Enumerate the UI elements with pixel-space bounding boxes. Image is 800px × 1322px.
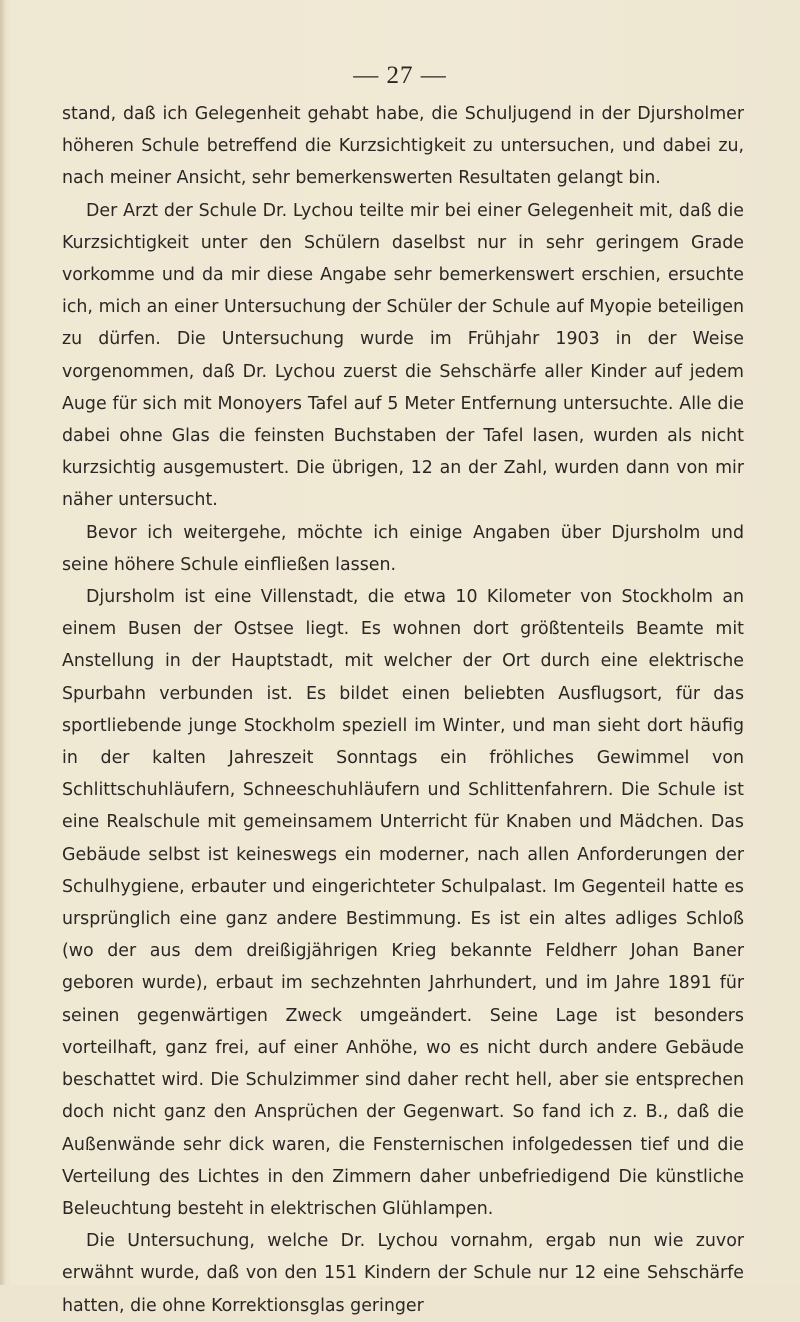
paragraph-4: Djursholm ist eine Villenstadt, die etwa 10 Kilometer von Stockholm an einem Busen der Ostsee liegt. Es wohnen dort größtenteils Beamte mit Anstellung in der Hauptstadt, mit welcher der Ort durch eine elektrische Spurbahn verbunden ist. Es bildet einen beliebten Ausflugsort, für das sportliebende junge Stockholm speziell im Winter, und man sieht dort häufig in der kalten Jahreszeit Sonntags ein fröhliches Gewimmel von Schlittschuhläufern, Schneeschuhläufern und Schlittenfahrern. Die Schule ist eine Realschule mit gemeinsamem Unterricht für Knaben und Mädchen. Das Gebäude selbst ist keineswegs ein moderner, nach allen Anforderungen der Schulhygiene, erbauter und eingerichteter Schulpalast. Im Gegenteil hatte es ursprünglich eine ganz andere Bestimmung. Es ist ein altes adliges Schloß (wo der aus dem dreißigjährigen Krieg bekannte Feldherr Johan Baner geboren wurde), erbaut im sechzehnten Jahrhundert, und im Jahre 1891 für seinen gegenwärtigen Zweck umgeändert. Seine Lage ist besonders vorteilhaft, ganz frei, auf einer Anhöhe, wo es nicht durch andere Gebäude beschattet wird. Die Schulzimmer sind daher recht hell, aber sie entsprechen doch nicht ganz den Ansprüchen der Gegenwart. So fand ich z. B., daß die Außenwände sehr dick waren, die Fensternischen infolgedessen tief und die Verteilung des Lichtes in den Zimmern daher unbefriedigend Die künstliche Beleuchtung besteht in elektrischen Glühlampen. — [62, 587, 744, 1219]
page-number: — 27 — — [353, 62, 447, 89]
paragraph-5: Die Untersuchung, welche Dr. Lychou vornahm, ergab nun wie zuvor erwähnt wurde, daß von den 151 Kindern der Schule nur 12 eine Sehschärfe hatten, die ohne Korrektionsglas geringer — [62, 1231, 744, 1316]
paragraph-1: stand, daß ich Gelegenheit gehabt habe, die Schuljugend in der Djursholmer höheren Schule betreffend die Kurzsichtigkeit zu untersuchen, und dabei zu, nach meiner Ansicht, sehr bemerkenswerten Resultaten gelangt bin. — [62, 104, 744, 189]
body-text — [62, 98, 744, 1322]
paragraph-2: Der Arzt der Schule Dr. Lychou teilte mir bei einer Gelegenheit mit, daß die Kurzsichtigkeit unter den Schülern daselbst nur in sehr geringem Grade vorkomme und da mir diese Angabe sehr bemerkenswert erschien, ersuchte ich, mich an einer Untersuchung der Schüler der Schule auf Myopie beteiligen zu dürfen. Die Untersuchung wurde im Frühjahr 1903 in der Weise vorgenommen, daß Dr. Lychou zuerst die Sehschärfe aller Kinder auf jedem Auge für sich mit Monoyers Tafel auf 5 Meter Entfernung untersuchte. Alle die dabei ohne Glas die feinsten Buchstaben der Tafel lasen, wurden als nicht kurzsichtig ausgemustert. Die übrigen, 12 an der Zahl, wurden dann von mir näher untersucht. — [62, 200, 744, 511]
paragraph-3: Bevor ich weitergehe, möchte ich einige Angaben über Djursholm und seine höhere Schule einfließen lassen. — [62, 522, 744, 575]
page-edge-shadow — [0, 0, 6, 1285]
